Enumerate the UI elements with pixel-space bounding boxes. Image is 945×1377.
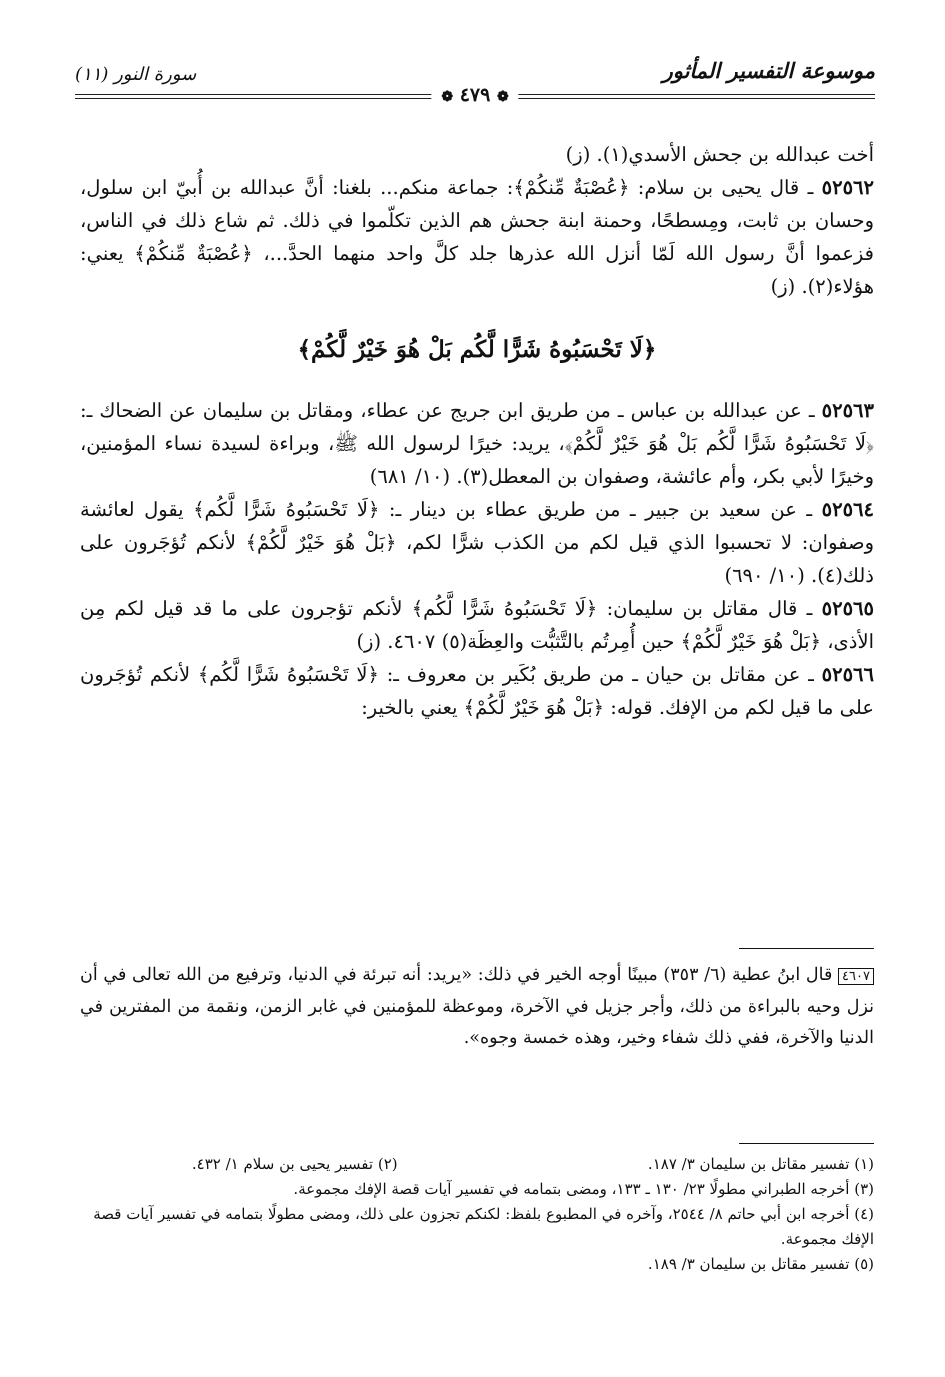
footnote-2 <box>80 1152 398 1177</box>
footnote-marker: (٤) <box>854 1205 874 1223</box>
verse-heading: ﴿لَا تَحْسَبُوهُ شَرًّا لَّكُم بَلْ هُوَ خَيْرٌ لَّكُمْ﴾ <box>297 336 657 363</box>
book-title: موسوعة التفسير المأثور <box>662 58 875 83</box>
footnote-marker: (١) <box>854 1155 874 1173</box>
narration-number: ٥٢٥٦٦ <box>821 663 875 686</box>
footnote-marker: (٣) <box>854 1180 874 1198</box>
surah-label: سورة النور (١١) <box>75 64 197 85</box>
footnote-marker: (٥) <box>854 1255 874 1273</box>
page-number-value: ٤٧٩ <box>459 84 491 106</box>
narration-52566 <box>80 658 874 724</box>
footnote-separator <box>739 1143 874 1144</box>
page-header <box>75 58 875 120</box>
paragraph-continuation <box>80 138 874 171</box>
commentary-box-number: ٤٦٠٧ <box>838 968 874 985</box>
narration-number: ٥٢٥٦٢ <box>821 176 874 199</box>
ornament-icon: ❁ <box>441 89 454 105</box>
narration-52562 <box>80 171 874 303</box>
narration-number: ٥٢٥٦٣ <box>821 399 874 422</box>
footnote-text: تفسير يحيى بن سلام ١/ ٤٣٢. <box>191 1155 374 1173</box>
narration-text: ـ عن سعيد بن جبير ـ من طريق عطاء بن دينار ـ: ﴿لَا تَحْسَبُوهُ شَرًّا لَّكُم﴾ يقول لعائشة وصفوان: لا تحسبوا الذي قيل لكم من الكذب شرًّا لكم، ﴿بَلْ هُوَ خَيْرٌ لَّكُمْ﴾ لأنكم تُؤجَرون على ذلك(٤). (١٠/ ٦٩٠) <box>80 498 874 587</box>
footnote-text: أخرجه ابن أبي حاتم ٨/ ٢٥٤٤، وآخره في المطبوع بلفظ: لكنكم تجزون على ذلك، ومضى مطولًا بتمامه في تفسير آيات قصة الإفك مجموعة. <box>93 1205 874 1248</box>
narration-number: ٥٢٥٦٥ <box>821 597 874 620</box>
footnote-text: تفسير مقاتل بن سليمان ٣/ ١٨٧. <box>647 1155 850 1173</box>
footnote-text: أخرجه الطبراني مطولًا ٢٣/ ١٣٠ ـ ١٣٣، ومضى بتمامه في تفسير آيات قصة الإفك مجموعة. <box>293 1180 850 1198</box>
footnotes <box>80 1152 874 1277</box>
narration-52565 <box>80 592 874 658</box>
narration-number: ٥٢٥٦٤ <box>821 498 874 521</box>
commentary-text: قال ابنُ عطية (٦/ ٣٥٣) مبينًا أوجه الخير في ذلك: «يريد: أنه تبرئة في الدنيا، وترفيع من الله تعالى في أن نزل وحيه بالبراءة من ذلك، وأجر جزيل في الآخرة، وموعظة للمؤمنين في غابر الزمن، ونقمة من المفترين في الدنيا والآخرة، ففي ذلك شفاء وخير، وهذه خمسة وجوه». <box>80 965 874 1048</box>
footnote-text: تفسير مقاتل بن سليمان ٣/ ١٨٩. <box>647 1255 850 1273</box>
main-text <box>80 138 874 724</box>
page-number <box>431 84 518 106</box>
paragraph-text: أخت عبدالله بن جحش الأسدي(١). (ز) <box>565 143 874 166</box>
narration-text: ـ عن عبدالله بن عباس ـ من طريق ابن جريج عن عطاء، ومقاتل بن سليمان عن الضحاك ـ: ﴿لَا تَحْسَبُوهُ شَرًّا لَّكُم بَلْ هُوَ خَيْرٌ لَّكُمْ﴾، يريد: خيرًا لرسول الله ﷺ، وبراءة لسيدة نساء المؤمنين، وخيرًا لأبي بكر، وأم عائشة، وصفوان بن المعطل(٣). (١٠/ ٦٨١) <box>80 399 874 488</box>
commentary-note <box>80 960 874 1054</box>
footnote-5 <box>80 1252 874 1277</box>
footnote-3 <box>80 1177 874 1202</box>
ornament-icon: ❁ <box>496 89 509 105</box>
footnote-row <box>80 1152 874 1177</box>
narration-52564 <box>80 493 874 592</box>
narration-text: ـ عن مقاتل بن حيان ـ من طريق بُكَير بن معروف ـ: ﴿لَا تَحْسَبُوهُ شَرًّا لَّكُم﴾ لأنكم تُؤجَرون على ما قيل لكم من الإفك. قوله: ﴿بَلْ هُوَ خَيْرٌ لَّكُمْ﴾ يعني بالخير: <box>80 663 874 719</box>
narration-text: ـ قال مقاتل بن سليمان: ﴿لَا تَحْسَبُوهُ شَرًّا لَّكُم﴾ لأنكم تؤجرون على ما قد قيل لكم مِن الأذى، ﴿بَلْ هُوَ خَيْرٌ لَّكُمْ﴾ حين أُمِرتُم بالتَّثبُّت والعِظَة(٥) ٤٦٠٧. (ز) <box>80 597 874 653</box>
footnote-marker: (٢) <box>377 1155 398 1173</box>
narration-52563 <box>80 394 874 493</box>
narration-text: ـ قال يحيى بن سلام: ﴿عُصْبَةٌ مِّنكُمْ﴾: جماعة منكم... بلغنا: أنَّ عبدالله بن أُبيّ ابن سلول، وحسان بن ثابت، ومِسطحًا، وحمنة ابنة جحش هم الذين تكلّموا في ذلك. ثم شاع ذلك في الناس، فزعموا أنَّ رسول الله لَمّا أنزل الله عذرها جلد كلَّ واحد منهما الحدَّ...، ﴿عُصْبَةٌ مِّنكُمْ﴾ يعني: هؤلاء(٢). (ز) <box>80 176 874 298</box>
commentary-separator <box>739 948 874 949</box>
footnote-1 <box>398 1152 874 1177</box>
footnote-4 <box>80 1202 874 1252</box>
